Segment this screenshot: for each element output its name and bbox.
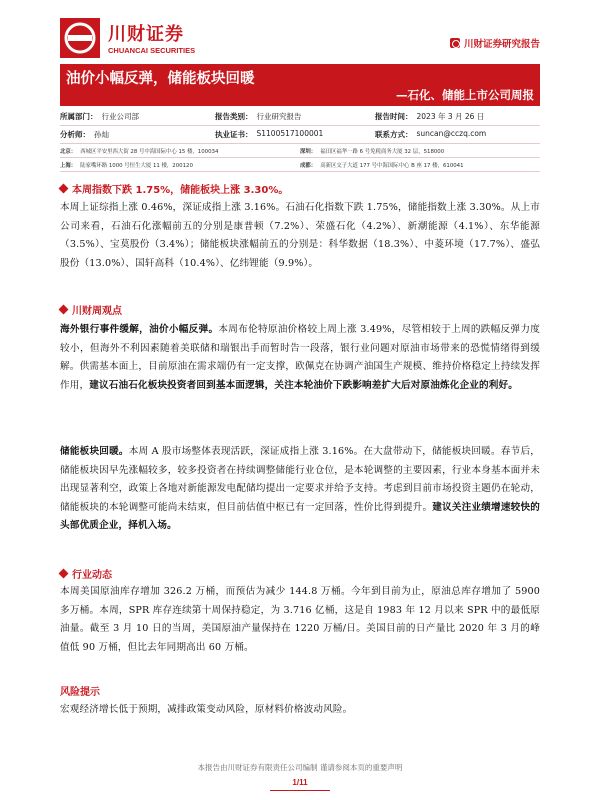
address-label: 上海： [60, 162, 77, 169]
index-summary-paragraph: 本周上证综指上涨 0.46%，深证成指上涨 3.16%。石油石化指数下跌 1.75%，储能指数上涨 3.30%。从上市公司来看，石油石化涨幅前五的分别是康普顿（7.2%）、荣盛石化（4.2%）、新潮能源（4.1%）、东华能源（3.5%）、宝莫股份（3.4%）；储能板块涨幅前五的分别是：科华数据（18.3%）、中菱环境（17.7%）、盛弘股份（13.0%）、国轩高科（10.4%）、亿纬锂能（9.9%）。 [60, 202, 540, 269]
diamond-bullet-icon [59, 569, 69, 579]
section-title: 川财周观点 [72, 306, 122, 317]
meta-analyst [60, 129, 215, 140]
section-index-summary [60, 181, 288, 196]
storage-view-lead: 储能板块回暖。 [60, 446, 129, 457]
page-number: 1/11 [292, 778, 308, 787]
company-name-cn: 川财证券 [108, 24, 184, 45]
disclaimer-note: 本报告由川财证券有限责任公司编制 谨请参阅本页的重要声明 [197, 763, 403, 772]
type-value: 行业研究报告 [256, 112, 302, 121]
diamond-bullet-icon [59, 184, 69, 194]
report-icon [450, 38, 460, 48]
industry-news-paragraph: 本周美国原油库存增加 326.2 万桶，而预估为减少 144.8 万桶。今年到目前为止，原油总库存增加了 5900 多万桶。本周，SPR 库存连续第十周保持稳定，为 3.716 亿桶，这是自 1983 年 12 月以来 SPR 中的最低原油量。截至 3 月 10 日的当周，美国原油产量保持在 1220 万桶/日。美国目前的日产量比 2020 年 3 月的峰值低 90 万桶，但比去年同期高出 60 万桶。 [60, 586, 540, 653]
title-band [60, 64, 540, 106]
address-row [60, 144, 540, 158]
contact-label: 联系方式： [375, 130, 413, 139]
address-text: 福田区福华一路 6 号免税商务大厦 32 层，518000 [320, 148, 445, 155]
address-label: 成都： [300, 162, 317, 169]
company-name-en: CHUANCAI SECURITIES [108, 46, 196, 55]
report-header [60, 18, 540, 62]
storage-view-body: 本周 A 股市场整体表现活跃，深证成指上涨 3.16%。在大盘带动下，储能板块回暖。春节后，储能板块因早先涨幅较多，较多投资者在持续调整储能行业仓位，是本轮调整的主要因素，行业本身基本面并未出现显著利空，政策上各地对新能源发电配储均提出一定要求并给予支持。考虑到目前市场投资主题仍在轮动，储能板块的本轮调整可能尚未结束，但目前估值中枢已有一定回落，性价比得到提升。 [60, 446, 540, 513]
type-label: 报告类别： [215, 112, 253, 121]
dept-label: 所属部门： [60, 112, 98, 121]
address-row [60, 158, 540, 172]
address-label: 深圳： [300, 148, 317, 155]
diamond-bullet-icon [59, 305, 69, 315]
storage-view-paragraph [60, 443, 540, 536]
dept-value: 行业公司部 [101, 112, 139, 121]
oil-view-recommendation: 建议石油石化板块投资者回到基本面逻辑，关注本轮油价下跌影响差扩大后对原油炼化企业的利好。 [89, 379, 518, 391]
date-value: 2023 年 3 月 26 日 [416, 112, 485, 121]
meta-type [215, 111, 375, 122]
address-chengdu [300, 161, 540, 169]
section-title: 风险提示 [60, 687, 100, 698]
oil-view-body: 本周布伦特原油价格较上周上涨 3.49%，尽管相较于上周的跌幅反弹力度较小，但海外不利因素随着美联储和瑞银出手而暂时告一段落，银行业问题对原油市场带来的恐慌情绪得到缓解。供需基本面上，目前原油在需求端仍有一定支撑，欧佩克在协调产油国生产规模、维持价格稳定上持续发挥作用， [60, 324, 540, 391]
section-title: 本周指数下跌 1.75%，储能板块上涨 3.30%。 [72, 185, 289, 196]
brand-label [450, 36, 540, 50]
section-weekly-view [60, 302, 122, 317]
license-label: 执业证书： [215, 130, 253, 139]
address-text: 陆家嘴环路 1000 号恒生大厦 11 楼，200120 [80, 162, 193, 169]
address-beijing [60, 147, 300, 155]
address-label: 北京： [60, 148, 77, 155]
meta-license [215, 129, 375, 140]
analyst-label: 分析师： [60, 130, 90, 139]
meta-date [375, 111, 540, 122]
contact-email[interactable]: suncan@cczq.com [416, 129, 487, 138]
page-divider [270, 790, 330, 791]
license-value: S1100517100001 [256, 129, 324, 138]
brand-text: 川财证券研究报告 [463, 39, 540, 50]
address-shanghai [60, 161, 300, 169]
report-title: 油价小幅反弹，储能板块回暖 [66, 71, 255, 87]
address-text: 西城区平安里西大街 28 号中海国际中心 15 楼，100034 [80, 148, 219, 155]
meta-contact [375, 129, 540, 140]
risk-paragraph: 宏观经济增长低于预期，减排政策变动风险，原材料价格波动风险。 [60, 704, 353, 715]
section-title: 行业动态 [72, 570, 112, 581]
logo-icon [60, 18, 100, 58]
oil-view-paragraph [60, 321, 540, 395]
meta-row [60, 108, 540, 126]
storage-view-recommendation: 建议关注业绩增速较快的头部优质企业，择机入场。 [60, 501, 540, 532]
report-meta [60, 108, 540, 172]
analyst-value: 孙灿 [94, 130, 109, 139]
address-shenzhen [300, 147, 540, 155]
address-text: 高新区交子大道 177 号中海国际中心 B 座 17 楼，610041 [320, 162, 464, 169]
oil-view-lead: 海外银行事件缓解，油价小幅反弹。 [60, 324, 219, 335]
section-risk [60, 683, 100, 698]
date-label: 报告时间： [375, 112, 413, 121]
meta-dept [60, 111, 215, 122]
section-industry-news [60, 566, 112, 581]
report-subtitle: —石化、储能上市公司周报 [396, 88, 534, 102]
meta-row [60, 126, 540, 144]
